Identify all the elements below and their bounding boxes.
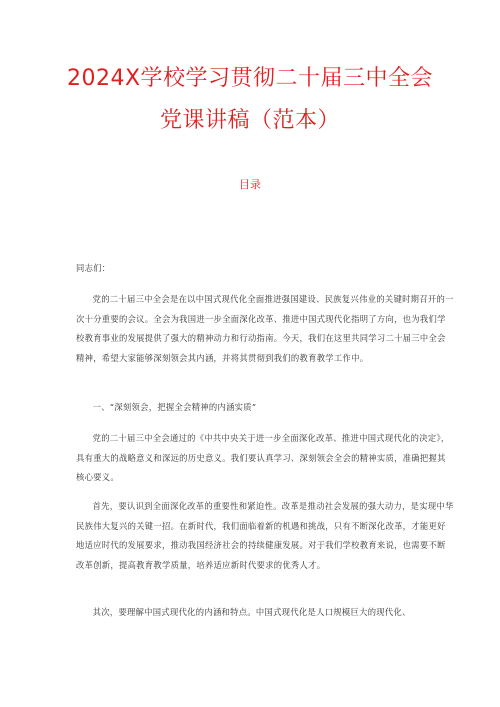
doc-title-line2: 党课讲稿（范本） — [159, 108, 340, 133]
section-heading-1: 一、“深刻领会，把握全会精神的内涵实质” — [92, 402, 257, 412]
paragraph-first: 首先，要认识到全面深化改革的重要性和紧迫性。改革是推动社会发展的强大动力，是实现中华民族伟大复兴的关键一招。在新时代，我们面临着新的机遇和挑战，只有不断深化改革，才能更好地适应时代的发展要求，推动我国经济社会的持续健康发展。对于我们学校教育来说，也需要不断改革创新，提高教育教学质量，培养适应新时代要求的优秀人才。 — [76, 501, 454, 570]
paragraph-intro: 党的二十届三中全会是在以中国式现代化全面推进强国建设、民族复兴伟业的关键时期召开的一次十分重要的会议。全会为我国进一步全面深化改革、推进中国式现代化指明了方向，也为我们学校教育事业的发展提供了强大的精神动力和行动指南。今天，我们在这里共同学习二十届三中全会精神，希望大家能够深刻领会其内涵，并将其贯彻到我们的教育教学工作中。 — [76, 294, 454, 363]
salutation: 同志们： — [76, 263, 111, 273]
toc-label: 目录 — [239, 178, 261, 191]
doc-title-line1: 2024X学校学习贯彻二十届三中全会 — [66, 66, 434, 91]
paragraph-decision: 党的二十届三中全会通过的《中共中央关于进一步全面深化改革、推进中国式现代化的决定》，具有重大的战略意义和深远的历史意义。我们要认真学习、深刻领会全会的精神实质，准确把握其核心要义。 — [76, 433, 450, 483]
paragraph-second: 其次，要理解中国式现代化的内涵和特点。中国式现代化是人口规模巨大的现代化、 — [92, 607, 411, 617]
